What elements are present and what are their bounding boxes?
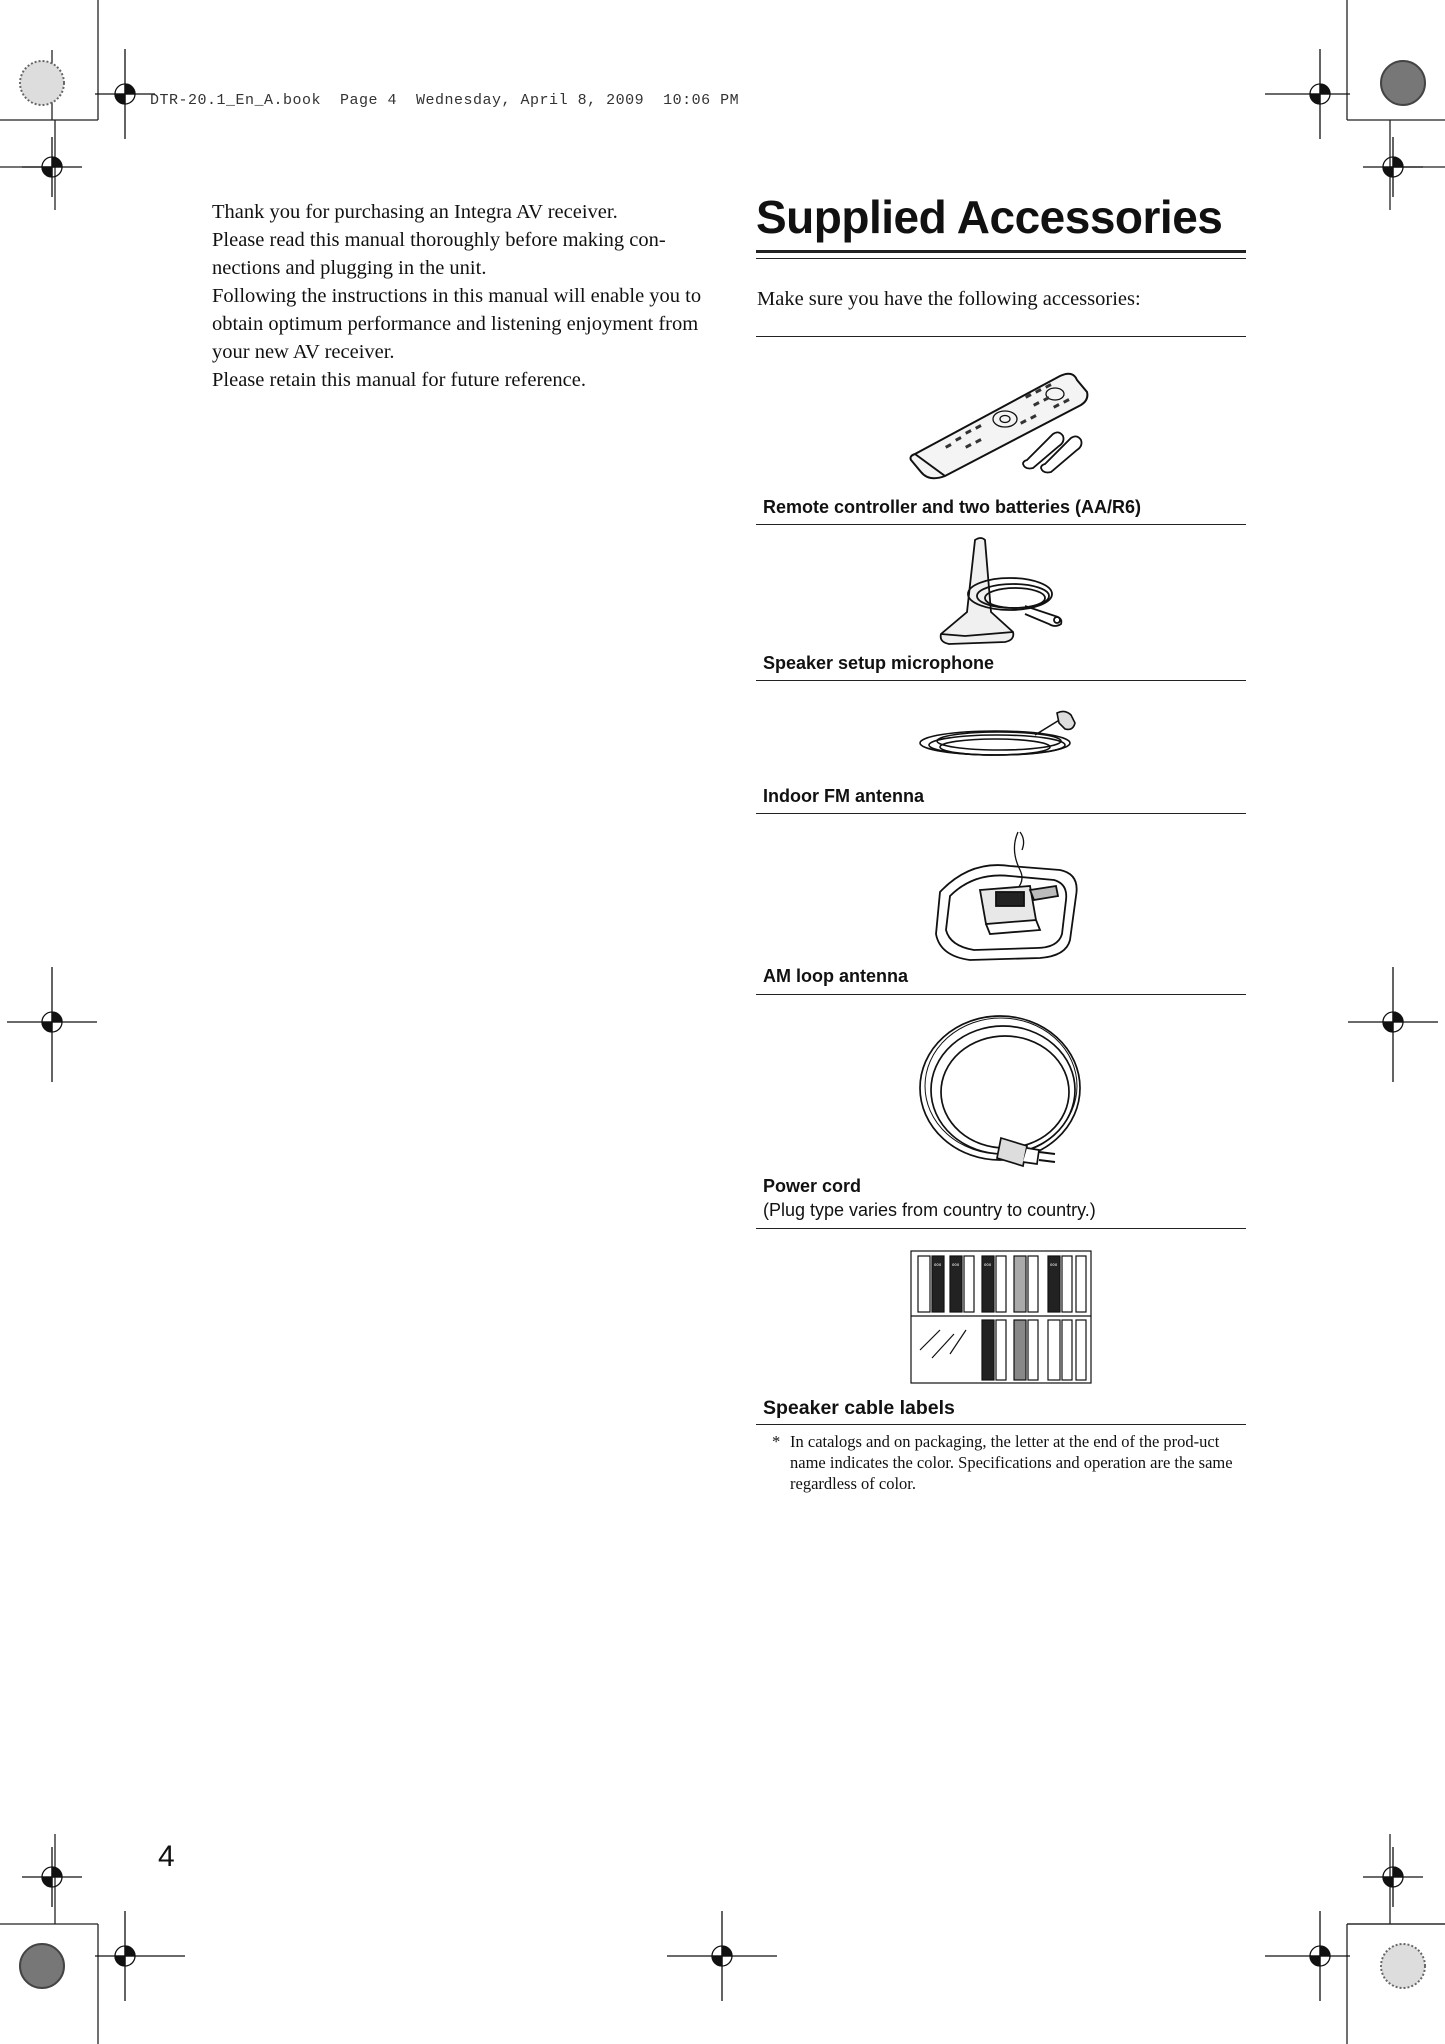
power-cord-icon: [915, 1010, 1090, 1180]
footnote: [772, 1431, 1242, 1494]
divider: [756, 680, 1246, 681]
svg-text:ooo: ooo: [952, 1262, 960, 1267]
divider: [756, 1228, 1246, 1229]
divider: [756, 336, 1246, 337]
intro-paragraph: Please read this manual thoroughly before making con-nections and plugging in the unit.: [212, 229, 666, 279]
accessory-note: (Plug type varies from country to country.): [763, 1200, 1096, 1220]
accessory-label: Remote controller and two batteries (AA/R6): [763, 497, 1142, 517]
microphone-icon: [925, 536, 1085, 646]
section-title: Supplied Accessories: [756, 191, 1223, 243]
intro-paragraph: Thank you for purchasing an Integra AV receiver.: [212, 201, 618, 223]
title-rule: [756, 250, 1246, 253]
intro-paragraph: Following the instructions in this manual will enable you to obtain optimum performance and listening enjoyment from your new AV receiver.: [212, 285, 702, 363]
svg-text:ooo: ooo: [984, 1262, 992, 1267]
cable-labels-icon: [910, 1250, 1092, 1384]
am-loop-antenna-icon: [930, 830, 1090, 970]
intro-paragraph: Please retain this manual for future reference.: [212, 369, 586, 391]
remote-control-icon: [905, 364, 1095, 482]
accessory-label: Speaker setup microphone: [763, 653, 995, 673]
intro-text: [212, 198, 709, 394]
accessory-label: AM loop antenna: [763, 966, 908, 986]
footnote-text: In catalogs and on packaging, the letter at the end of the prod-uct name indicates the color. Specifications and operation are the same regardless of color.: [790, 1432, 1233, 1493]
divider: [756, 1424, 1246, 1425]
divider: [756, 524, 1246, 525]
page-number: 4: [158, 1840, 175, 1873]
svg-text:ooo: ooo: [934, 1262, 942, 1267]
accessory-label: Power cord: [763, 1176, 862, 1196]
file-header: DTR-20.1_En_A.book Page 4 Wednesday, April 8, 2009 10:06 PM: [150, 92, 740, 109]
title-rule-thin: [756, 258, 1246, 259]
footnote-marker: *: [772, 1432, 781, 1451]
divider: [756, 813, 1246, 814]
section-subtitle: Make sure you have the following accessories:: [757, 288, 1141, 310]
accessory-label: Indoor FM antenna: [763, 786, 924, 806]
divider: [756, 994, 1246, 995]
fm-antenna-icon: [915, 705, 1090, 767]
svg-text:ooo: ooo: [1050, 1262, 1058, 1267]
accessory-label: Speaker cable labels: [763, 1397, 955, 1419]
